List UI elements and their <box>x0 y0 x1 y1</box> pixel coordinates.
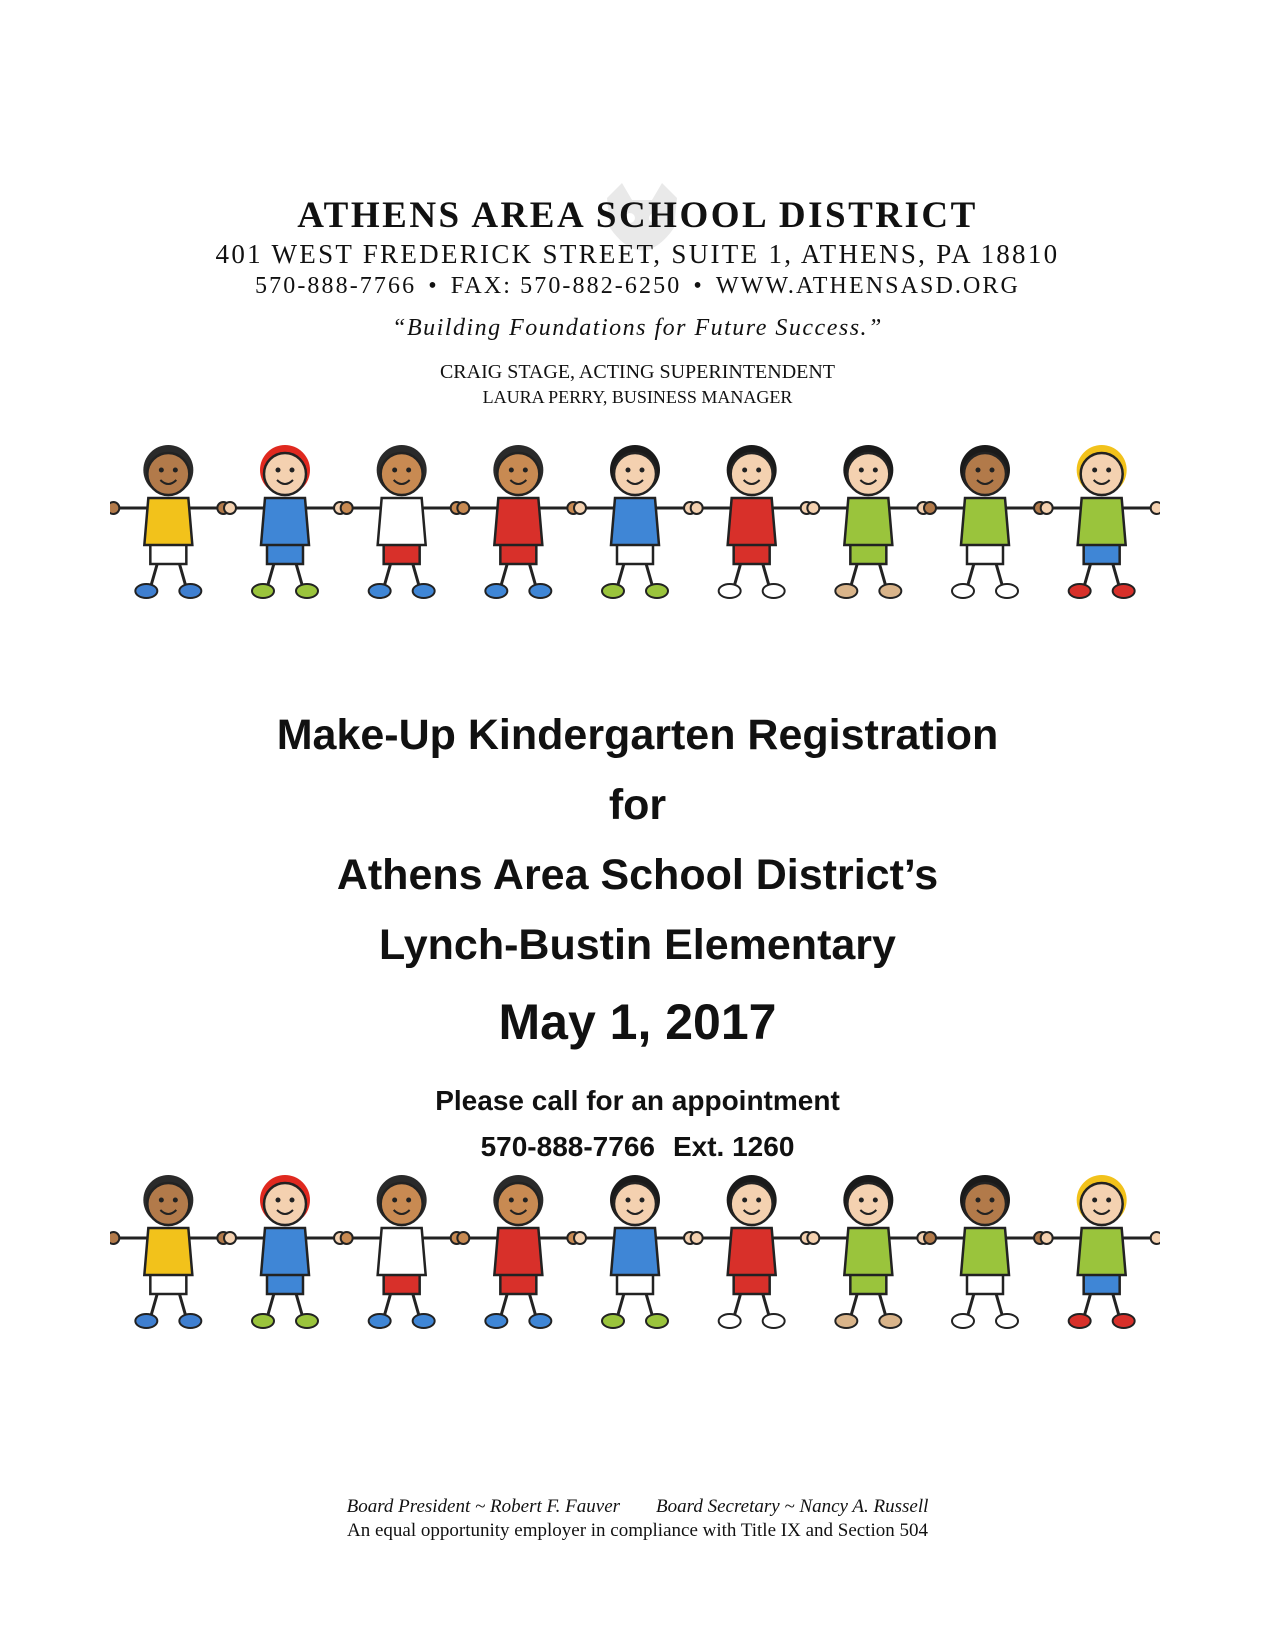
child-figure <box>110 1175 229 1328</box>
child-figure <box>1041 445 1160 598</box>
child-figure <box>341 445 463 598</box>
letterhead <box>0 195 1275 410</box>
children-holding-hands-icon <box>110 430 1160 615</box>
phone-extension: Ext. 1260 <box>672 1131 795 1162</box>
child-figure <box>341 1175 463 1328</box>
district-phone: 570-888-7766 <box>255 273 417 299</box>
board-members <box>0 1495 1275 1519</box>
officials <box>0 360 1275 410</box>
appointment-instruction: Please call for an appointment <box>435 1085 840 1116</box>
district-motto: “Building Foundations for Future Success.” <box>392 315 883 341</box>
footer <box>0 1495 1275 1543</box>
announcement-district: Athens Area School District’s <box>336 851 939 899</box>
child-figure <box>807 1175 929 1328</box>
announcement-date: May 1, 2017 <box>498 994 777 1050</box>
board-secretary: Board Secretary ~ Nancy A. Russell <box>656 1496 929 1517</box>
announcement-school: Lynch-Bustin Elementary <box>379 921 896 969</box>
child-figure <box>807 445 929 598</box>
child-figure <box>224 1175 346 1328</box>
contact-line <box>0 271 1275 301</box>
business-manager: LAURA PERRY, BUSINESS MANAGER <box>482 387 793 407</box>
superintendent: CRAIG STAGE, ACTING SUPERINTENDENT <box>439 361 836 383</box>
child-figure <box>1041 1175 1160 1328</box>
announcement <box>0 700 1275 1170</box>
bullet-separator: • <box>693 273 704 299</box>
child-figure <box>457 1175 579 1328</box>
child-figure <box>924 445 1046 598</box>
children-holding-hands-icon <box>110 1160 1160 1345</box>
district-website: WWW.ATHENSASD.ORG <box>715 273 1020 299</box>
child-figure <box>574 445 696 598</box>
board-president: Board President ~ Robert F. Fauver <box>346 1496 621 1517</box>
child-figure <box>691 1175 813 1328</box>
district-address: 401 WEST FREDERICK STREET, SUITE 1, ATHENS, PA 18810 <box>215 239 1060 269</box>
phone-number: 570-888-7766 <box>480 1131 655 1162</box>
child-figure <box>224 445 346 598</box>
child-figure <box>110 445 229 598</box>
children-illustration-bottom <box>110 1160 1160 1345</box>
equal-opportunity-statement: An equal opportunity employer in compliance with Title IX and Section 504 <box>347 1520 928 1541</box>
announcement-title: Make-Up Kindergarten Registration <box>276 711 999 759</box>
district-name: ATHENS AREA SCHOOL DISTRICT <box>297 195 978 236</box>
district-fax: FAX: 570-882-6250 <box>450 273 682 299</box>
child-figure <box>691 445 813 598</box>
announcement-for: for <box>608 781 667 829</box>
child-figure <box>457 445 579 598</box>
child-figure <box>924 1175 1046 1328</box>
children-illustration-top <box>110 430 1160 615</box>
child-figure <box>574 1175 696 1328</box>
bullet-separator: • <box>428 273 439 299</box>
